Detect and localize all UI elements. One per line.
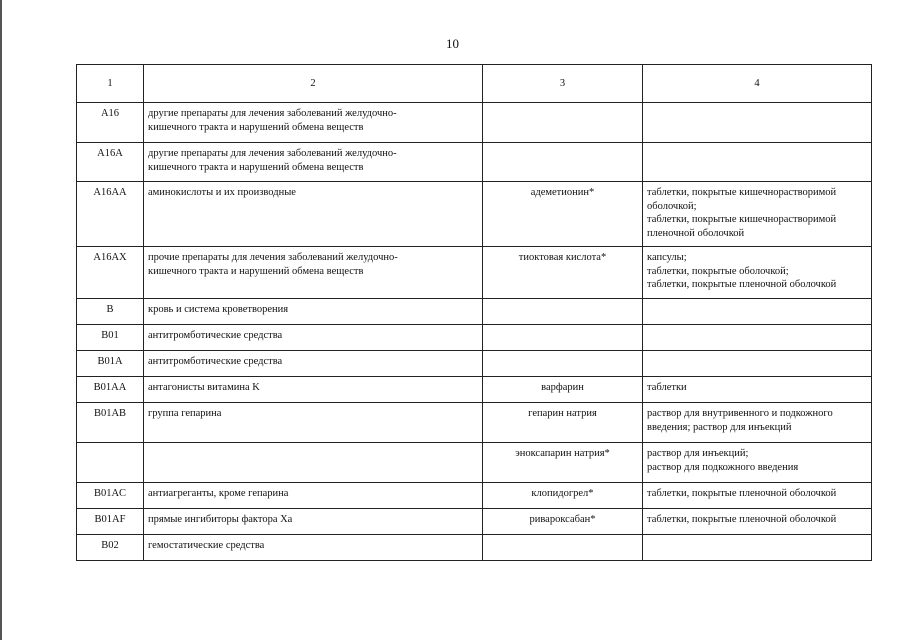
atc-code-cell: A16 [77, 103, 144, 143]
form-text: раствор для подкожного введения [647, 461, 799, 473]
forms-cell [643, 299, 872, 325]
group-cell [144, 325, 483, 351]
group-text: кишечного тракта и нарушений обмена веществ [148, 265, 364, 277]
atc-code-cell: B01AB [77, 403, 144, 443]
drug-cell [483, 299, 643, 325]
form-text: таблетки, покрытые кишечнорастворимой [647, 187, 837, 198]
forms-cell [643, 103, 872, 143]
drug-cell [483, 143, 643, 182]
forms-cell [643, 509, 872, 535]
forms-cell [643, 535, 872, 561]
form-text: таблетки [647, 382, 687, 393]
atc-code-cell: B01AC [77, 483, 144, 509]
forms-cell [643, 483, 872, 509]
forms-cell [643, 182, 872, 247]
table-row [77, 103, 872, 143]
atc-code-cell: B02 [77, 535, 144, 561]
drug-cell: ривароксабан* [483, 509, 643, 535]
drug-cell [483, 325, 643, 351]
forms-cell [643, 377, 872, 403]
drug-cell: гепарин натрия [483, 403, 643, 443]
forms-cell [643, 351, 872, 377]
form-text: введения; раствор для инъекций [647, 421, 792, 433]
scan-edge [0, 0, 2, 640]
group-text: другие препараты для лечения заболеваний желудочно- [148, 108, 397, 119]
group-cell [144, 143, 483, 182]
drug-cell: варфарин [483, 377, 643, 403]
atc-code-cell [77, 443, 144, 483]
group-text: группа гепарина [148, 408, 222, 419]
group-text: кровь и система кроветворения [148, 304, 289, 315]
group-text: гемостатические средства [148, 540, 265, 551]
group-text: аминокислоты и их производные [148, 187, 296, 198]
group-text: кишечного тракта и нарушений обмена веществ [148, 161, 364, 173]
form-text: оболочкой; [647, 200, 697, 212]
table-row [77, 443, 872, 483]
group-cell [144, 103, 483, 143]
group-cell [144, 351, 483, 377]
atc-code-cell: B01AA [77, 377, 144, 403]
group-text: антиагреганты, кроме гепарина [148, 488, 289, 499]
atc-code-cell: B01 [77, 325, 144, 351]
form-text: пленочной оболочкой [647, 227, 745, 239]
group-text: антитромботические средства [148, 330, 283, 341]
table-row [77, 143, 872, 182]
group-text: другие препараты для лечения заболеваний желудочно- [148, 148, 397, 159]
table-row [77, 325, 872, 351]
form-text: капсулы; [647, 252, 687, 263]
forms-cell [643, 443, 872, 483]
forms-cell [643, 247, 872, 299]
forms-cell [643, 143, 872, 182]
group-cell [144, 299, 483, 325]
atc-code-cell: A16A [77, 143, 144, 182]
form-text: таблетки, покрытые пленочной оболочкой [647, 488, 837, 499]
form-text: раствор для внутривенного и подкожного [647, 408, 833, 419]
form-text: раствор для инъекций; [647, 448, 749, 459]
form-text: таблетки, покрытые пленочной оболочкой [647, 514, 837, 525]
group-text: кишечного тракта и нарушений обмена веществ [148, 121, 364, 133]
drug-cell [483, 351, 643, 377]
group-text: антитромботические средства [148, 356, 283, 367]
atc-code-cell: B01A [77, 351, 144, 377]
table-row [77, 351, 872, 377]
group-text: антагонисты витамина K [148, 382, 260, 393]
table-header-row [77, 65, 872, 103]
forms-cell [643, 403, 872, 443]
table-row [77, 377, 872, 403]
group-cell [144, 483, 483, 509]
group-cell [144, 377, 483, 403]
group-text: прямые ингибиторы фактора Xa [148, 514, 293, 525]
atc-code-cell: B01AF [77, 509, 144, 535]
page-number: 10 [446, 36, 459, 51]
forms-cell [643, 325, 872, 351]
group-cell [144, 247, 483, 299]
drug-cell: клопидогрел* [483, 483, 643, 509]
group-cell [144, 509, 483, 535]
medicines-table [76, 64, 872, 561]
drug-cell [483, 103, 643, 143]
table-row [77, 182, 872, 247]
table-row [77, 299, 872, 325]
atc-code-cell: A16AX [77, 247, 144, 299]
group-text: прочие препараты для лечения заболеваний желудочно- [148, 252, 398, 263]
form-text: таблетки, покрытые кишечнорастворимой [647, 214, 837, 225]
drug-cell: эноксапарин натрия* [483, 443, 643, 483]
header-col-2: 2 [144, 65, 483, 103]
drug-cell: тиоктовая кислота* [483, 247, 643, 299]
header-col-4: 4 [643, 65, 872, 103]
form-text: таблетки, покрытые оболочкой; [647, 265, 789, 277]
header-col-3: 3 [483, 65, 643, 103]
drug-cell [483, 535, 643, 561]
drug-cell: адеметионин* [483, 182, 643, 247]
header-col-1: 1 [77, 65, 144, 103]
table-row [77, 247, 872, 299]
table-row [77, 483, 872, 509]
group-cell [144, 182, 483, 247]
group-cell [144, 443, 483, 483]
form-text: таблетки, покрытые пленочной оболочкой [647, 279, 837, 290]
table-row [77, 509, 872, 535]
atc-code-cell: A16AA [77, 182, 144, 247]
table-row [77, 535, 872, 561]
group-cell [144, 403, 483, 443]
atc-code-cell: B [77, 299, 144, 325]
group-cell [144, 535, 483, 561]
table-row [77, 403, 872, 443]
